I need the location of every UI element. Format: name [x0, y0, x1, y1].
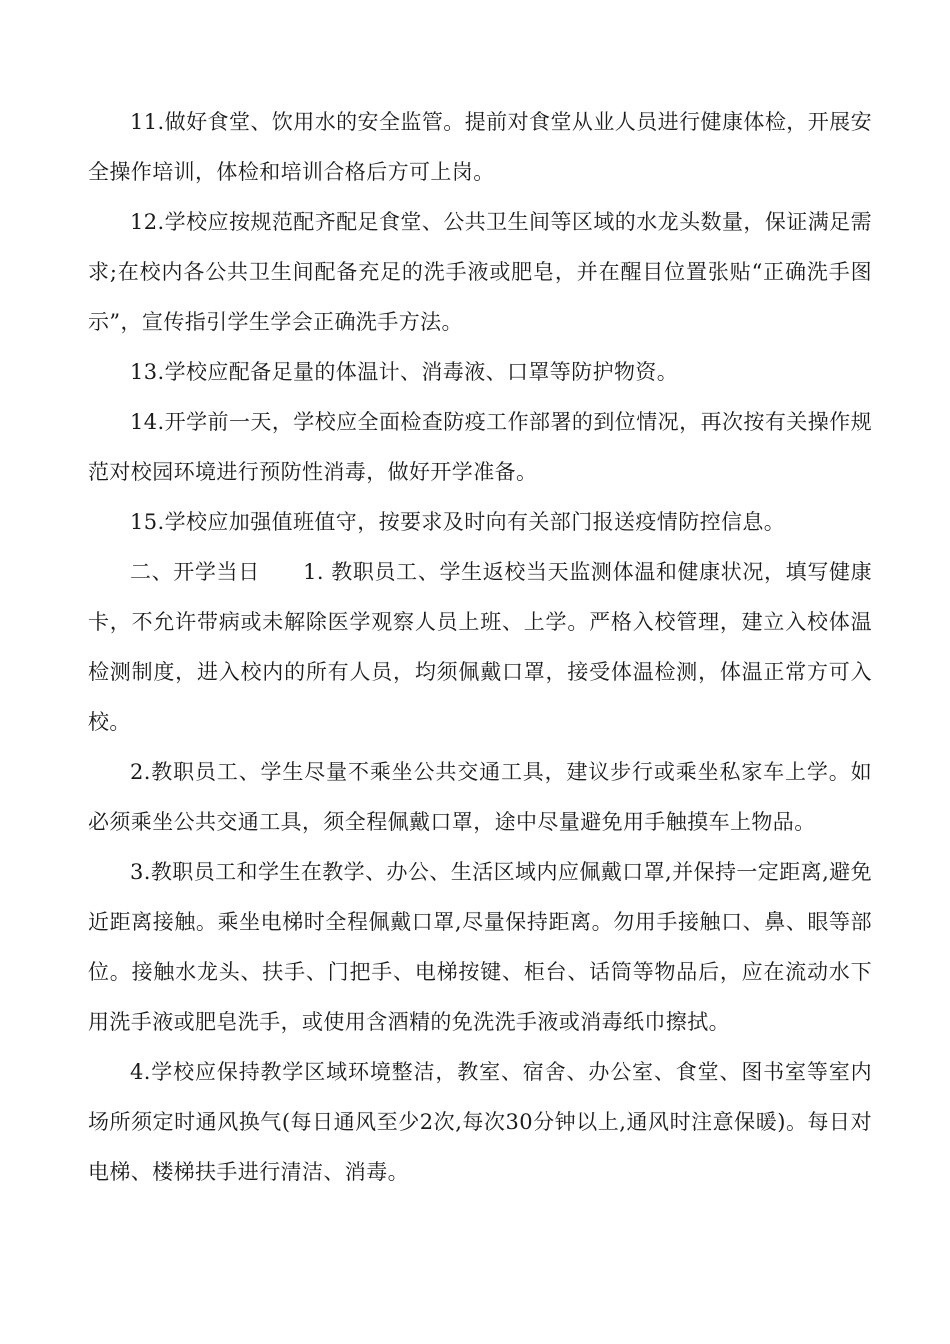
paragraph-item-4: 4.学校应保持教学区域环境整洁，教室、宿舍、办公室、食堂、图书室等室内场所须定时通风换气(每日通风至少2次,每次30分钟以上,通风时注意保暖)。每日对电梯、楼梯扶手进行清洁、消毒。 — [88, 1060, 872, 1184]
section-heading-opening-day: 二、开学当日 1. 教职员工、学生返校当天监测体温和健康状况，填写健康卡，不允许带病或未解除医学观察人员上班、上学。严格入校管理，建立入校体温检测制度，进入校内的所有人员，均须佩戴口罩，接受体温检测，体温正常方可入校。 — [88, 560, 872, 734]
paragraph-item-2: 2.教职员工、学生尽量不乘坐公共交通工具，建议步行或乘坐私家车上学。如必须乘坐公共交通工具，须全程佩戴口罩，途中尽量避免用手触摸车上物品。 — [88, 760, 872, 834]
paragraph-item-11: 11.做好食堂、饮用水的安全监管。提前对食堂从业人员进行健康体检，开展安全操作培训，体检和培训合格后方可上岗。 — [88, 110, 872, 184]
paragraph-item-14: 14.开学前一天，学校应全面检查防疫工作部署的到位情况，再次按有关操作规范对校园环境进行预防性消毒，做好开学准备。 — [88, 410, 872, 484]
document-page — [88, 97, 872, 1197]
paragraph-item-15: 15.学校应加强值班值守，按要求及时向有关部门报送疫情防控信息。 — [130, 510, 786, 534]
paragraph-item-3: 3.教职员工和学生在教学、办公、生活区域内应佩戴口罩,并保持一定距离,避免近距离接触。乘坐电梯时全程佩戴口罩,尽量保持距离。勿用手接触口、鼻、眼等部位。接触水龙头、扶手、门把手、电梯按键、柜台、话筒等物品后，应在流动水下用洗手液或肥皂洗手，或使用含酒精的免洗洗手液或消毒纸巾擦拭。 — [88, 860, 872, 1034]
paragraph-item-13: 13.学校应配备足量的体温计、消毒液、口罩等防护物资。 — [130, 360, 679, 384]
paragraph-item-12: 12.学校应按规范配齐配足食堂、公共卫生间等区域的水龙头数量，保证满足需求;在校内各公共卫生间配备充足的洗手液或肥皂，并在醒目位置张贴“正确洗手图示”，宣传指引学生学会正确洗手方法。 — [88, 210, 872, 334]
